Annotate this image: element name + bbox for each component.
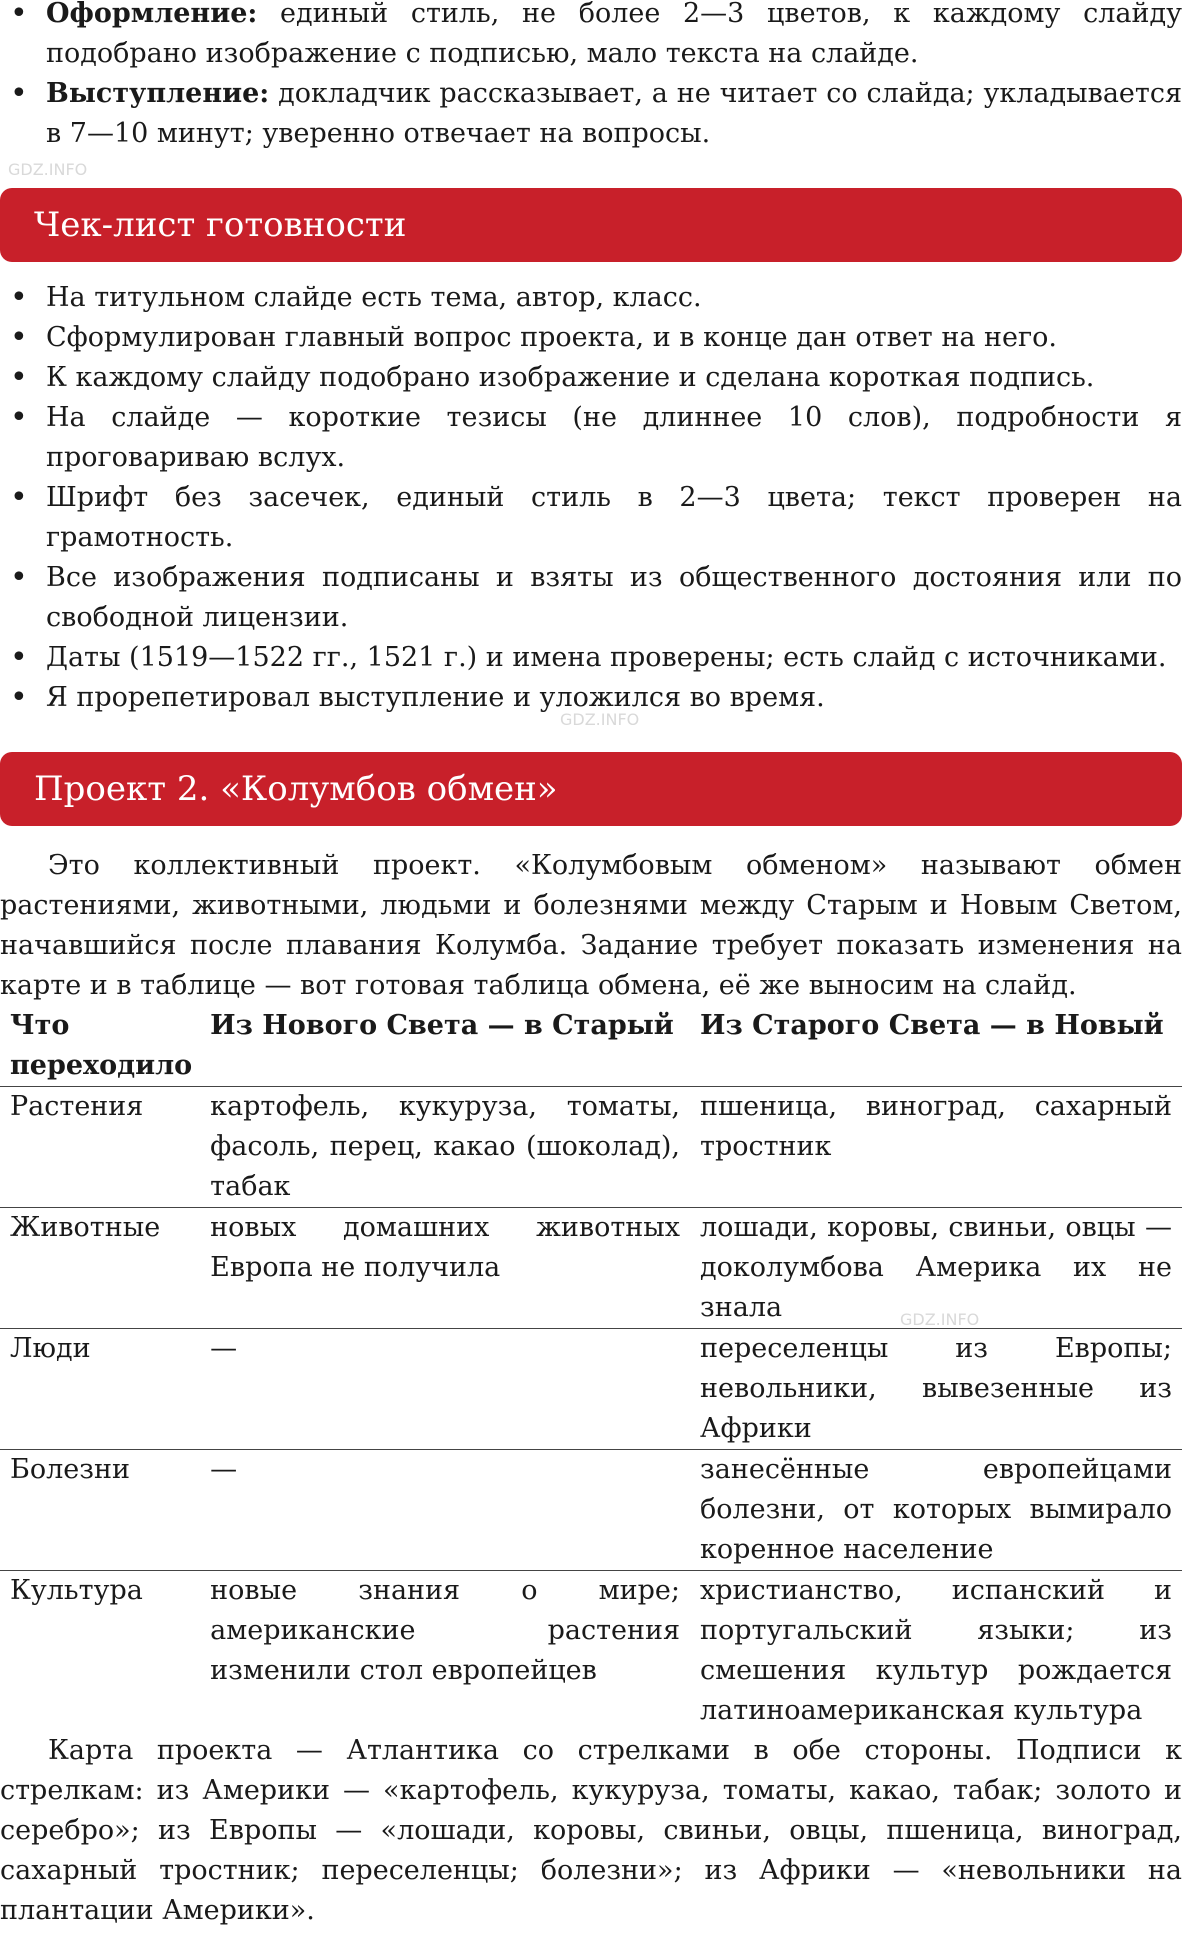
watermark: GDZ.INFO <box>900 1310 980 1329</box>
table-row <box>0 1087 1182 1208</box>
table-cell: пшеница, виноград, сахарный тростник <box>700 1091 1172 1162</box>
table-cell: новых домашних животных Европа не получила <box>210 1212 681 1283</box>
project2-intro: Это коллективный проект. «Колумбовым обменом» называют обмен растениями, животными, людьми и болезнями между Старым и Новым Светом, начавшийся после плавания Колумба. Задание требует показать изменения на карте и в таблице — вот готовая таблица обмена, её же выносим на слайд. <box>0 850 1182 1001</box>
table-cell: Культура <box>10 1575 143 1606</box>
criteria-list <box>0 0 1182 154</box>
checklist-item: • Шрифт без засечек, единый стиль в 2—3 цвета; текст проверен на грамотность. <box>46 478 1182 558</box>
checklist-item: • На слайде — короткие тезисы (не длиннее 10 слов), подробности я проговариваю вслух. <box>46 398 1182 478</box>
criteria-text: докладчик рассказывает, а не читает со слайда; укладывается в 7—10 минут; уверенно отвечает на вопросы. <box>46 78 1182 149</box>
table-cell: новые знания о мире; американские растения изменили стол европейцев <box>210 1575 681 1686</box>
checklist-item: • Сформулирован главный вопрос проекта, и в конце дан ответ на него. <box>46 318 1182 358</box>
project2-banner: Проект 2. «Колумбов обмен» <box>0 752 1182 826</box>
exchange-table <box>0 1006 1182 1731</box>
table-cell: картофель, кукуруза, томаты, фасоль, перец, какао (шоколад), табак <box>210 1091 681 1202</box>
table-cell: Болезни <box>10 1454 130 1485</box>
table-cell: лошади, коровы, свиньи, овцы — доколумбова Америка их не знала <box>700 1212 1172 1323</box>
checklist-item: • Я прорепетировал выступление и уложился во время. <box>46 678 1182 718</box>
table-row <box>0 1208 1182 1329</box>
header-new-to-old: Из Нового Света — в Старый <box>210 1010 674 1041</box>
table-cell: христианство, испанский и португальский языки; из смешения культур рождается латиноамериканская культура <box>700 1575 1172 1726</box>
checklist-list <box>0 278 1182 718</box>
table-cell: — <box>210 1333 238 1364</box>
table-row <box>0 1329 1182 1450</box>
table-row <box>0 1450 1182 1571</box>
table-header-row <box>0 1006 1182 1087</box>
criteria-term: Оформление: <box>46 0 258 29</box>
checklist-item: • Даты (1519—1522 гг., 1521 г.) и имена проверены; есть слайд с источниками. <box>46 638 1182 678</box>
table-cell: — <box>210 1454 238 1485</box>
project2-map-text: Карта проекта — Атлантика со стрелками в обе стороны. Подписи к стрелкам: из Америки — «картофель, кукуруза, томаты, какао, табак; золото и серебро»; из Европы — «лошади, коровы, свиньи, овцы, пшеница, виноград, сахарный тростник; переселенцы; болезни»; из Африки — «невольники на плантации Америки». <box>0 1735 1182 1926</box>
header-old-to-new: Из Старого Света — в Новый <box>700 1010 1164 1041</box>
checklist-item: • На титульном слайде есть тема, автор, класс. <box>46 278 1182 318</box>
criteria-item <box>46 0 1182 74</box>
criteria-item <box>46 74 1182 154</box>
table-cell: Растения <box>10 1091 144 1122</box>
checklist-banner: Чек-лист готовности <box>0 188 1182 262</box>
table-cell: занесённые европейцами болезни, от которых вымирало коренное население <box>700 1454 1172 1565</box>
table-cell: переселенцы из Европы; невольники, вывезенные из Африки <box>700 1333 1172 1444</box>
checklist-item: • К каждому слайду подобрано изображение и сделана короткая подпись. <box>46 358 1182 398</box>
watermark: GDZ.INFO <box>560 710 640 729</box>
header-what: Что переходило <box>10 1010 193 1081</box>
table-cell: Животные <box>10 1212 161 1243</box>
watermark: GDZ.INFO <box>8 160 88 179</box>
criteria-text: единый стиль, не более 2—3 цветов, к каждому слайду подобрано изображение с подписью, мало текста на слайде. <box>46 0 1182 69</box>
criteria-term: Выступление: <box>46 78 270 109</box>
checklist-item: • Все изображения подписаны и взяты из общественного достояния или по свободной лицензии. <box>46 558 1182 638</box>
table-row <box>0 1571 1182 1732</box>
table-cell: Люди <box>10 1333 91 1364</box>
